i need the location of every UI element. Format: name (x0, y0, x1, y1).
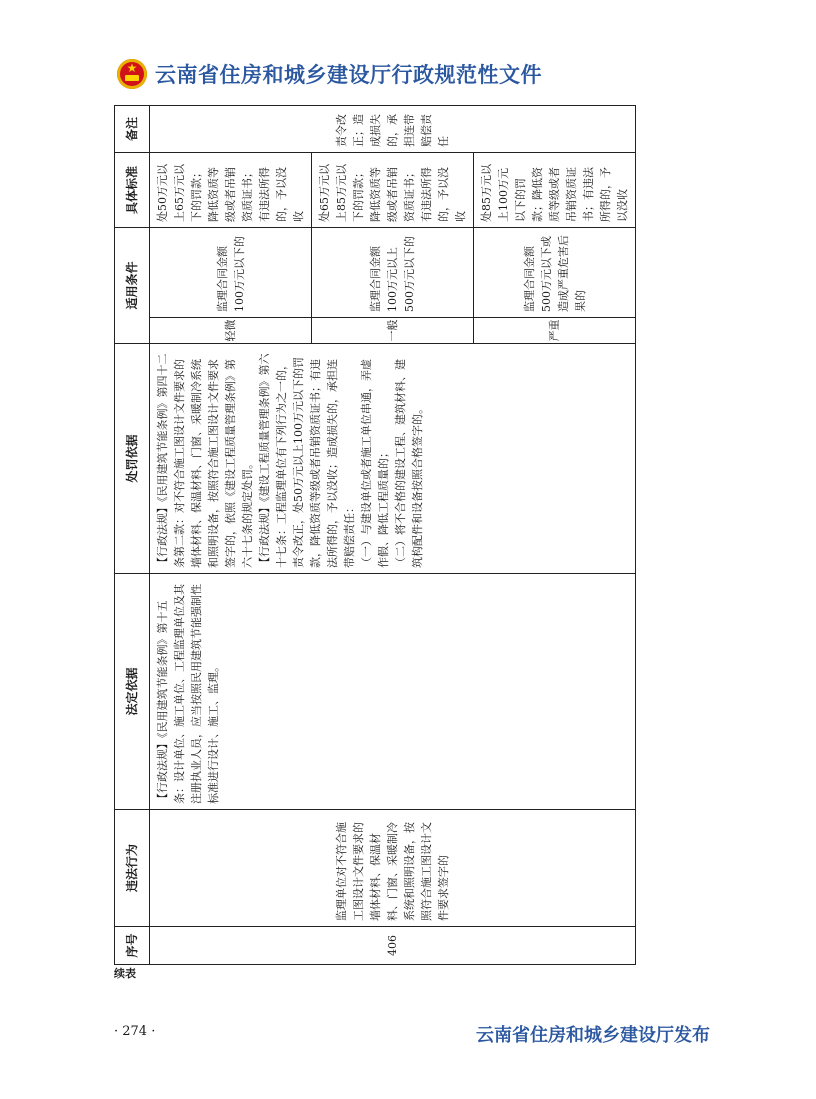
table-row (150, 106, 312, 965)
header-title: 云南省住房和城乡建设厅行政规范性文件 (155, 63, 542, 87)
header-act: 违法行为 (115, 810, 150, 927)
continued-label: 续表 (114, 967, 136, 980)
row-number: 406 (150, 927, 636, 965)
severity-serious: 严重 (474, 318, 636, 344)
page-number: · 274 · (114, 1024, 156, 1039)
header-no: 序号 (115, 927, 150, 965)
penalty-basis-para: 【行政法规】《建设工程质量管理条例》第六十七条：工程监理单位有下列行为之一的，责令改正，处50万元以上100万元以下的罚款，降低资质等级或者吊销资质证书；有违法所得的，予以没收；造成损失的，承担连带赔偿责任： (258, 353, 356, 568)
condition-minor: 监理合同金额100万元以下的 (150, 227, 312, 317)
condition-general: 监理合同金额100万元以上500万元以下的 (312, 227, 474, 317)
note-text: 责令改正；造成损失的，承担连带赔偿责任 (150, 106, 636, 153)
penalty-basis-para: （一）与建设单位或者施工单位串通，弄虚作假、降低工程质量的； (360, 359, 390, 568)
penalty-basis-para: （二）将不合格的建设工程、建筑材料、建筑构配件和设备按照合格签字的。 (394, 359, 424, 568)
header-legal: 法定依据 (115, 574, 150, 810)
legal-basis-text: 【行政法规】《民用建筑节能条例》第十五条：设计单位、施工单位、工程监理单位及其注册执业人员，应当按照民用建筑节能强制性标准进行设计、施工、监理。 (150, 574, 636, 810)
table-frame (114, 105, 629, 965)
page-header (117, 56, 542, 92)
standard-general: 处65万元以上85万元以下的罚款；降低资质等级或者吊销资质证书；有违法所得的，予以没收 (312, 152, 474, 227)
table-header-row (115, 106, 150, 965)
penalty-basis-cell (150, 344, 636, 574)
standard-serious: 处85万元以上100万元以下的罚款；降低资质等级或者吊销资质证书；有违法所得的，予以没收 (474, 152, 636, 227)
header-standard: 具体标准 (115, 152, 150, 227)
header-note: 备注 (115, 106, 150, 153)
violation-text: 监理单位对不符合施工图设计文件要求的墙体材料、保温材料、门窗、采暖制冷系统和照明设备，按照符合施工图设计文件要求签字的 (150, 810, 636, 927)
condition-serious: 监理合同金额500万元以下或造成严重危害后果的 (474, 227, 636, 317)
header-conditions: 适用条件 (115, 227, 150, 343)
standard-minor: 处50万元以上65万元以下的罚款；降低资质等级或者吊销资质证书；有违法所得的，予以没收 (150, 152, 312, 227)
national-emblem-icon: ★ (117, 59, 147, 89)
severity-minor: 轻微 (150, 318, 312, 344)
penalty-basis-para: 【行政法规】《民用建筑节能条例》第四十二条第二款：对不符合施工图设计文件要求的墙体材料、保温材料、门窗、采暖制冷系统和照明设备，按照符合施工图设计文件要求签字的，依照《建设工程质量管理条例》第六十七条的规定处罚。 (156, 353, 254, 568)
severity-general: 一般 (312, 318, 474, 344)
header-penalty: 处罚依据 (115, 344, 150, 574)
publisher-label: 云南省住房和城乡建设厅发布 (476, 1025, 710, 1046)
penalty-table (114, 105, 636, 965)
